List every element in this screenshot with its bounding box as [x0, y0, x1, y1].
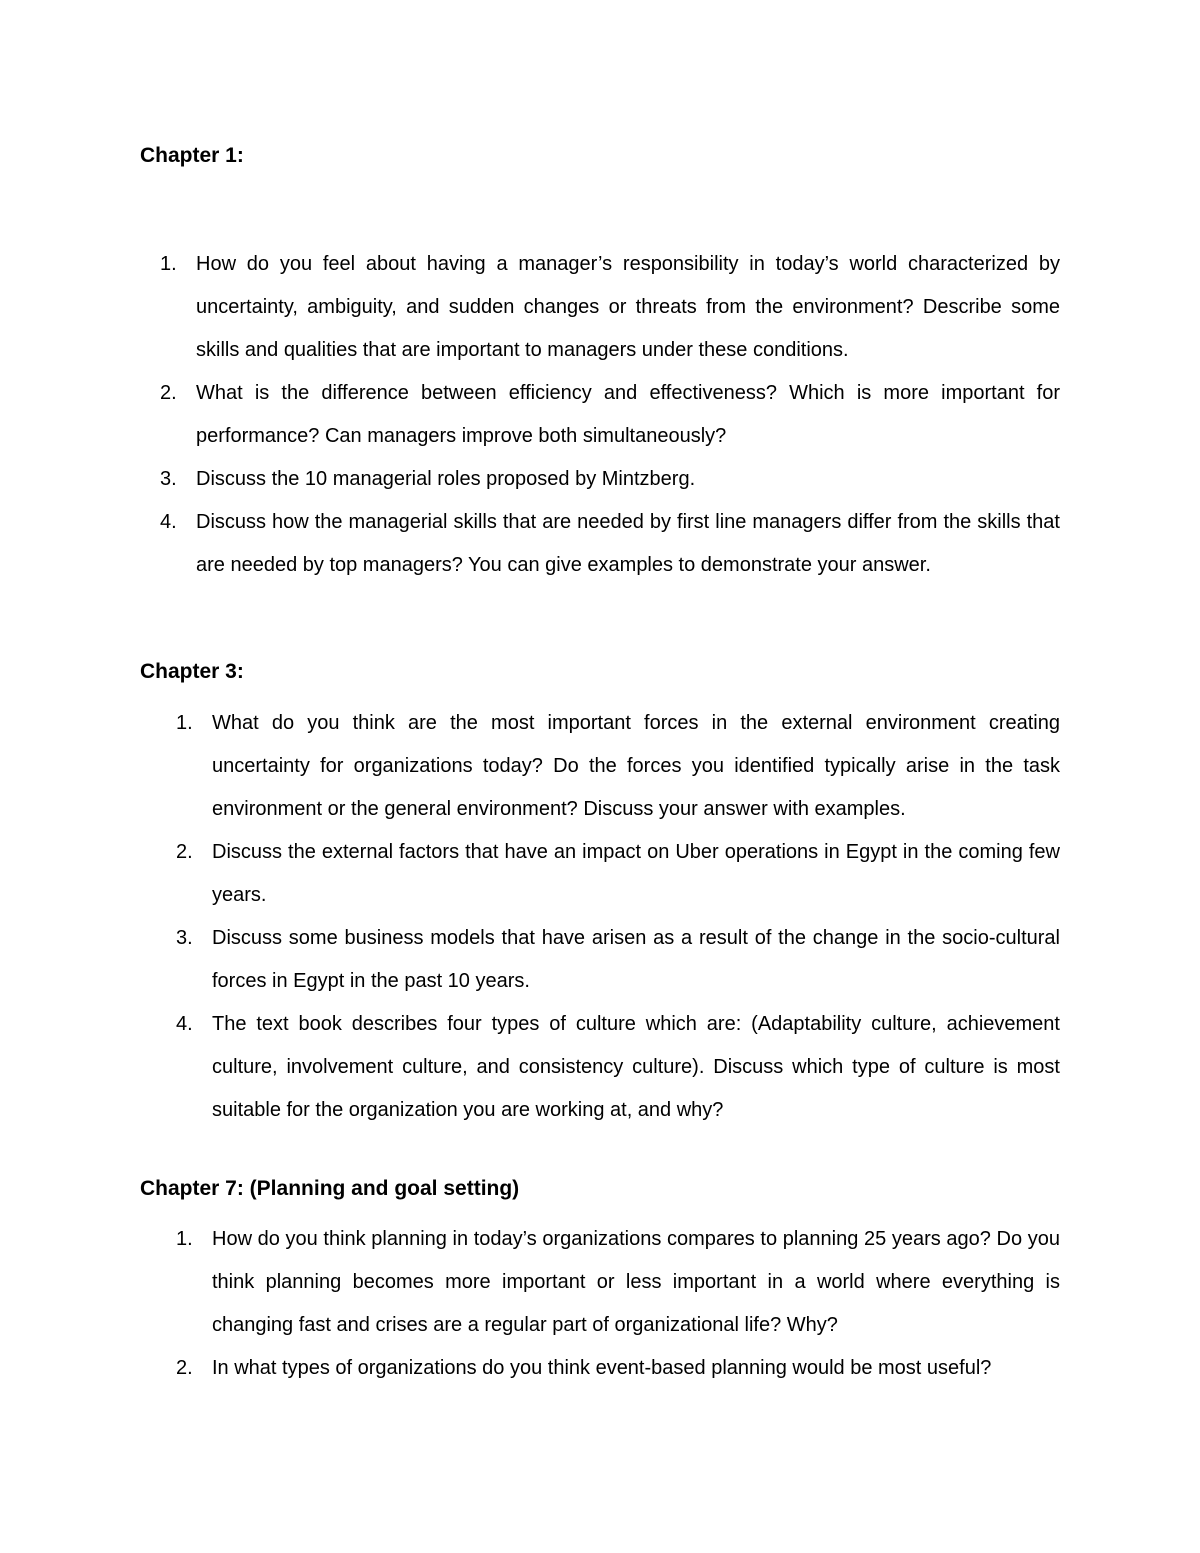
question-number: 3.: [176, 927, 193, 949]
question-text: How do you feel about having a manager’s responsibility in today’s world characterized by uncertainty, ambiguity, and sudden changes or threats from the environment? Describe some skills and qualities that are important to managers under these conditions.: [196, 253, 1060, 361]
question-text: The text book describes four types of culture which are: (Adaptability culture, achievement culture, involvement culture, and consistency culture). Discuss which type of culture is most suitable for the organization you are working at, and why?: [212, 1013, 1060, 1121]
question-number: 2.: [160, 382, 177, 404]
question-item: [140, 831, 1060, 917]
question-number: 3.: [160, 468, 177, 490]
question-number: 2.: [176, 1357, 193, 1379]
question-number: 1.: [176, 712, 193, 734]
question-text: Discuss some business models that have arisen as a result of the change in the socio-cultural forces in Egypt in the past 10 years.: [212, 927, 1060, 992]
question-item: [140, 917, 1060, 1003]
question-item: [140, 243, 1060, 372]
chapter-title: Chapter 3:: [140, 660, 244, 683]
question-text: How do you think planning in today’s organizations compares to planning 25 years ago? Do you think planning becomes more important or less important in a world where everything is changing fast and crises are a regular part of organizational life? Why?: [212, 1228, 1060, 1336]
question-list: [140, 1218, 1060, 1390]
question-number: 2.: [176, 841, 193, 863]
question-number: 4.: [160, 511, 177, 533]
question-item: [140, 1347, 1060, 1390]
question-item: [140, 458, 1060, 501]
question-item: [140, 702, 1060, 831]
question-item: [140, 501, 1060, 587]
question-text: Discuss how the managerial skills that are needed by first line managers differ from the skills that are needed by top managers? You can give examples to demonstrate your answer.: [196, 511, 1060, 576]
chapter-7-section: [140, 1175, 1060, 1390]
question-item: [140, 1003, 1060, 1132]
question-text: Discuss the external factors that have an impact on Uber operations in Egypt in the coming few years.: [212, 841, 1060, 906]
chapter-title: Chapter 7: (Planning and goal setting): [140, 1177, 520, 1200]
question-item: [140, 1218, 1060, 1347]
question-text: What is the difference between efficiency and effectiveness? Which is more important for performance? Can managers improve both simultaneously?: [196, 382, 1060, 447]
chapter-1-section: [140, 142, 1060, 587]
question-list: [140, 243, 1060, 587]
question-text: In what types of organizations do you think event-based planning would be most useful?: [212, 1357, 992, 1379]
question-number: 4.: [176, 1013, 193, 1035]
question-item: [140, 372, 1060, 458]
question-text: Discuss the 10 managerial roles proposed by Mintzberg.: [196, 468, 696, 490]
chapter-title: Chapter 1:: [140, 144, 244, 167]
question-list: [140, 702, 1060, 1132]
question-number: 1.: [176, 1228, 193, 1250]
question-text: What do you think are the most important forces in the external environment creating uncertainty for organizations today? Do the forces you identified typically arise in the task environment or the general environment? Discuss your answer with examples.: [212, 712, 1060, 820]
question-number: 1.: [160, 253, 177, 275]
chapter-3-section: [140, 658, 1060, 1132]
